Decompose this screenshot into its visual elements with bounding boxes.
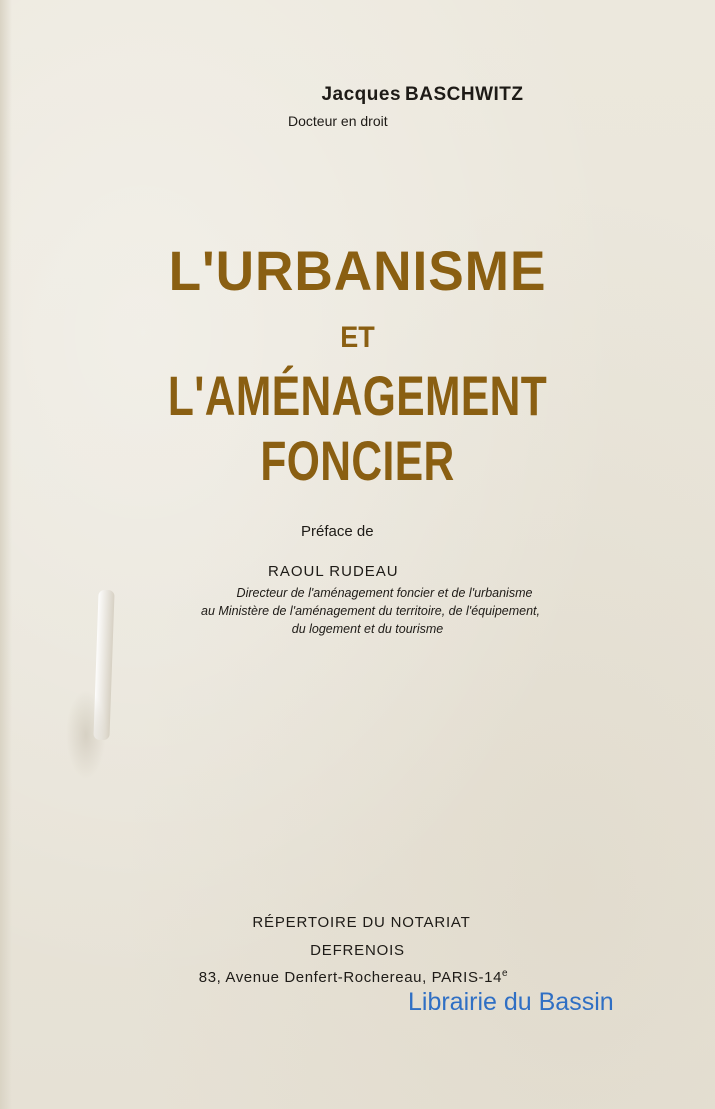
- author-line: [0, 84, 715, 106]
- preface-label: Préface de: [301, 523, 374, 540]
- title-line-1: L'URBANISME: [168, 239, 547, 302]
- title-line-2: ET: [340, 321, 375, 354]
- paper-stain: [66, 690, 106, 780]
- publisher-address-text: 83, Avenue Denfert-Rochereau, PARIS-14: [198, 969, 503, 986]
- publisher-address-suffix: e: [502, 968, 509, 979]
- author-degree: Docteur en droit: [288, 113, 388, 129]
- preface-role-line: au Ministère de l'aménagement du territoire, de l'équipement,: [201, 604, 540, 618]
- preface-author: RAOUL RUDEAU: [268, 563, 399, 580]
- title-line-3: L'AMÉNAGEMENT FONCIER: [167, 364, 548, 492]
- preface-role-line: du logement et du tourisme: [291, 622, 444, 636]
- publisher-imprint: DEFRENOIS: [310, 942, 405, 959]
- publisher-name: RÉPERTOIRE DU NOTARIAT: [252, 914, 471, 931]
- author-first-name: Jacques: [321, 84, 402, 105]
- author-last-name: BASCHWITZ: [405, 84, 524, 105]
- publisher-address: [0, 968, 711, 986]
- preface-role-line: Directeur de l'aménagement foncier et de l'urbanisme: [236, 586, 533, 600]
- bookseller-watermark: Librairie du Bassin: [408, 988, 614, 1016]
